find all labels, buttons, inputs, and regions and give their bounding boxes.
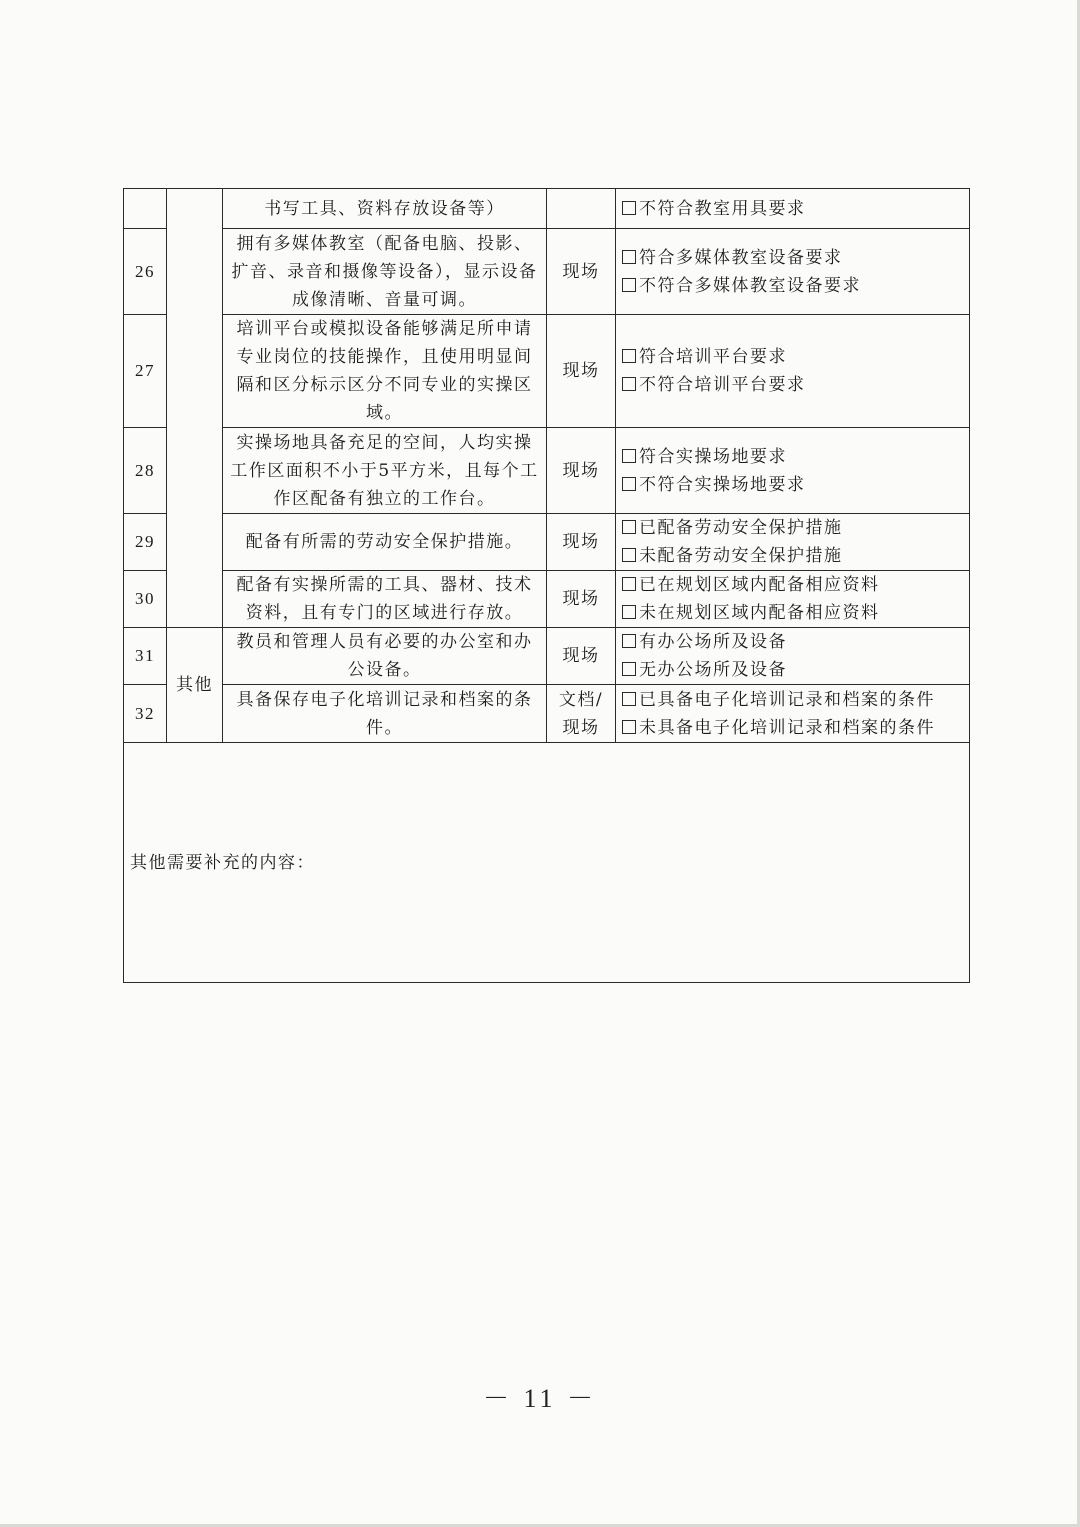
checkbox-icon[interactable] bbox=[622, 449, 636, 463]
check-method: 现场 bbox=[547, 229, 616, 315]
requirement-text: 配备有实操所需的工具、器材、技术资料，且有专门的区域进行存放。 bbox=[223, 571, 547, 628]
result-options bbox=[616, 189, 970, 229]
checkbox-option[interactable] bbox=[622, 471, 963, 499]
result-options bbox=[616, 514, 970, 571]
row-number: 31 bbox=[124, 628, 167, 685]
check-method: 现场 bbox=[547, 514, 616, 571]
row-number: 28 bbox=[124, 428, 167, 514]
option-label: 不符合教室用具要求 bbox=[639, 198, 806, 219]
requirement-text: 拥有多媒体教室（配备电脑、投影、扩音、录音和摄像等设备），显示设备成像清晰、音量可调。 bbox=[223, 229, 547, 315]
check-method: 文档/现场 bbox=[547, 685, 616, 743]
option-label: 无办公场所及设备 bbox=[639, 660, 787, 680]
option-label: 符合培训平台要求 bbox=[639, 347, 787, 367]
result-options bbox=[616, 571, 970, 628]
check-method bbox=[547, 189, 616, 229]
row-number: 29 bbox=[124, 514, 167, 571]
table-row bbox=[124, 189, 970, 229]
checkbox-icon[interactable] bbox=[622, 349, 636, 363]
requirement-text: 配备有所需的劳动安全保护措施。 bbox=[223, 514, 547, 571]
requirement-text: 实操场地具备充足的空间，人均实操工作区面积不小于5平方米，且每个工作区配备有独立的工作台。 bbox=[223, 428, 547, 514]
checkbox-option[interactable] bbox=[622, 714, 963, 742]
option-label: 已配备劳动安全保护措施 bbox=[639, 518, 843, 538]
result-options bbox=[616, 315, 970, 428]
checkbox-option[interactable] bbox=[622, 514, 963, 542]
checkbox-icon[interactable] bbox=[622, 662, 636, 676]
category-other: 其他 bbox=[167, 628, 223, 743]
option-label: 未具备电子化培训记录和档案的条件 bbox=[639, 717, 935, 738]
table-row bbox=[124, 571, 970, 628]
table-row bbox=[124, 315, 970, 428]
table-row bbox=[124, 229, 970, 315]
requirement-text: 培训平台或模拟设备能够满足所申请专业岗位的技能操作，且使用明显间隔和区分标示区分不同专业的实操区域。 bbox=[223, 315, 547, 428]
category-cell bbox=[167, 189, 223, 628]
checkbox-option[interactable] bbox=[622, 195, 963, 223]
table-row bbox=[124, 428, 970, 514]
checkbox-icon[interactable] bbox=[622, 201, 636, 215]
row-number bbox=[124, 189, 167, 229]
option-label: 符合实操场地要求 bbox=[639, 446, 787, 467]
checkbox-option[interactable] bbox=[622, 628, 963, 656]
checkbox-option[interactable] bbox=[622, 244, 963, 272]
option-label: 符合多媒体教室设备要求 bbox=[639, 247, 843, 268]
result-options bbox=[616, 229, 970, 315]
result-options bbox=[616, 428, 970, 514]
option-label: 不符合多媒体教室设备要求 bbox=[639, 275, 861, 296]
option-label: 有办公场所及设备 bbox=[639, 632, 787, 652]
row-number: 30 bbox=[124, 571, 167, 628]
checkbox-icon[interactable] bbox=[622, 720, 636, 734]
requirement-text: 书写工具、资料存放设备等） bbox=[223, 189, 547, 229]
row-number: 27 bbox=[124, 315, 167, 428]
check-method: 现场 bbox=[547, 315, 616, 428]
option-label: 不符合实操场地要求 bbox=[639, 474, 806, 495]
table-row bbox=[124, 628, 970, 685]
requirement-text: 具备保存电子化培训记录和档案的条件。 bbox=[223, 685, 547, 743]
check-method: 现场 bbox=[547, 571, 616, 628]
result-options bbox=[616, 628, 970, 685]
requirement-text: 教员和管理人员有必要的办公室和办公设备。 bbox=[223, 628, 547, 685]
checkbox-icon[interactable] bbox=[622, 548, 636, 562]
option-label: 未在规划区域内配备相应资料 bbox=[639, 603, 880, 623]
checkbox-icon[interactable] bbox=[622, 477, 636, 491]
checkbox-icon[interactable] bbox=[622, 250, 636, 264]
result-options bbox=[616, 685, 970, 743]
table-row bbox=[124, 685, 970, 743]
checkbox-icon[interactable] bbox=[622, 377, 636, 391]
check-method: 现场 bbox=[547, 628, 616, 685]
checkbox-option[interactable] bbox=[622, 343, 963, 371]
table-row bbox=[124, 514, 970, 571]
option-label: 不符合培训平台要求 bbox=[639, 375, 806, 395]
checkbox-option[interactable] bbox=[622, 371, 963, 399]
remarks-label: 其他需要补充的内容： bbox=[130, 852, 315, 873]
row-number: 26 bbox=[124, 229, 167, 315]
row-number: 32 bbox=[124, 685, 167, 743]
inspection-table bbox=[123, 188, 970, 983]
option-label: 未配备劳动安全保护措施 bbox=[639, 546, 843, 566]
check-method: 现场 bbox=[547, 428, 616, 514]
option-label: 已在规划区域内配备相应资料 bbox=[639, 575, 880, 595]
checkbox-icon[interactable] bbox=[622, 520, 636, 534]
checkbox-option[interactable] bbox=[622, 686, 963, 714]
table-row bbox=[124, 743, 970, 983]
checkbox-icon[interactable] bbox=[622, 577, 636, 591]
option-label: 已具备电子化培训记录和档案的条件 bbox=[639, 689, 935, 710]
checkbox-icon[interactable] bbox=[622, 692, 636, 706]
checkbox-icon[interactable] bbox=[622, 278, 636, 292]
checkbox-option[interactable] bbox=[622, 656, 963, 684]
checkbox-icon[interactable] bbox=[622, 605, 636, 619]
checkbox-option[interactable] bbox=[622, 272, 963, 300]
remarks-cell[interactable] bbox=[124, 743, 970, 983]
checkbox-option[interactable] bbox=[622, 542, 963, 570]
checkbox-option[interactable] bbox=[622, 571, 963, 599]
checkbox-option[interactable] bbox=[622, 443, 963, 471]
checkbox-option[interactable] bbox=[622, 599, 963, 627]
page-number: － 11 － bbox=[482, 1384, 598, 1413]
checkbox-icon[interactable] bbox=[622, 634, 636, 648]
